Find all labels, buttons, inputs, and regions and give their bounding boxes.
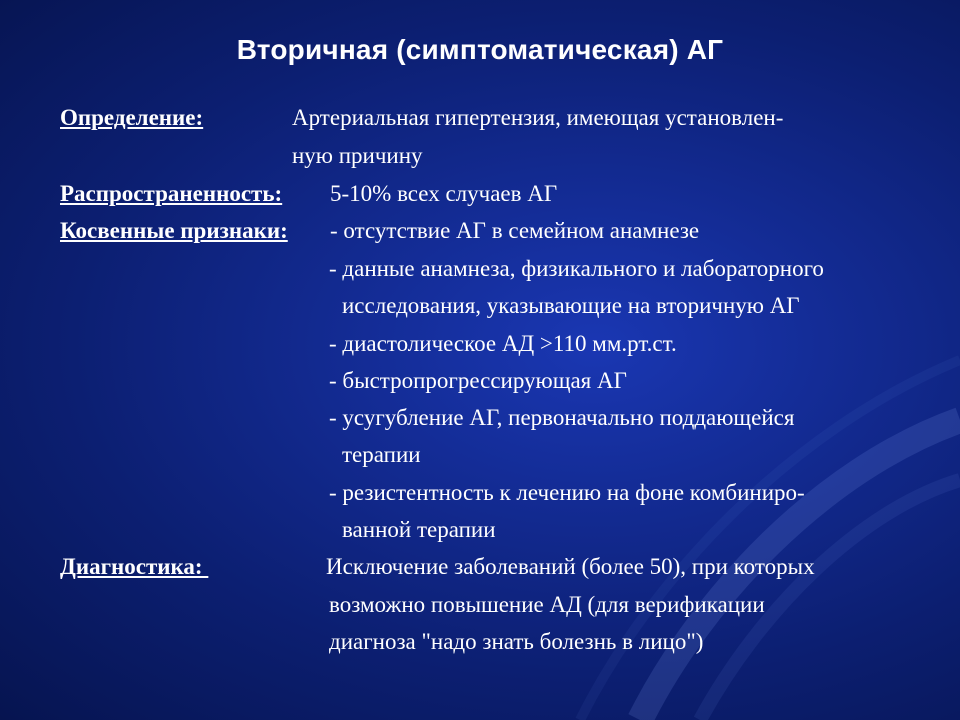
- indirect-sign-line-9: ванной терапии: [342, 517, 496, 542]
- diagnostics-line-2: возможно повышение АД (для верификации: [329, 592, 765, 617]
- definition-label: Определение:: [60, 105, 204, 130]
- indirect-sign-line-7: терапии: [342, 442, 421, 467]
- definition-line-2: ную причину: [292, 143, 423, 168]
- indirect-sign-line-2: - данные анамнеза, физикального и лабораторного: [329, 256, 824, 281]
- indirect-sign-line-1: - отсутствие АГ в семейном анамнезе: [330, 218, 700, 243]
- prevalence-text: 5-10% всех случаев АГ: [330, 181, 558, 206]
- diagnostics-line-1: Исключение заболеваний (более 50), при которых: [326, 554, 815, 579]
- indirect-sign-line-8: - резистентность к лечению на фоне комбиниро-: [329, 480, 805, 505]
- definition-line-1: Артериальная гипертензия, имеющая установлен-: [292, 105, 784, 130]
- prevalence-label: Распространенность:: [60, 181, 283, 206]
- diagnostics-line-3: диагноза "надо знать болезнь в лицо"): [329, 629, 704, 654]
- indirect-sign-line-5: - быстропрогрессирующая АГ: [329, 368, 627, 393]
- diagnostics-label: Диагностика:: [60, 554, 209, 579]
- indirect-sign-line-4: - диастолическое АД >110 мм.рт.ст.: [329, 331, 677, 356]
- indirect-sign-line-3: исследования, указывающие на вторичную АГ: [342, 293, 800, 318]
- indirect-sign-line-6: - усугубление АГ, первоначально поддающейся: [329, 405, 795, 430]
- slide-title: Вторичная (симптоматическая) АГ: [236, 34, 724, 65]
- indirect-signs-label: Косвенные признаки:: [60, 218, 288, 243]
